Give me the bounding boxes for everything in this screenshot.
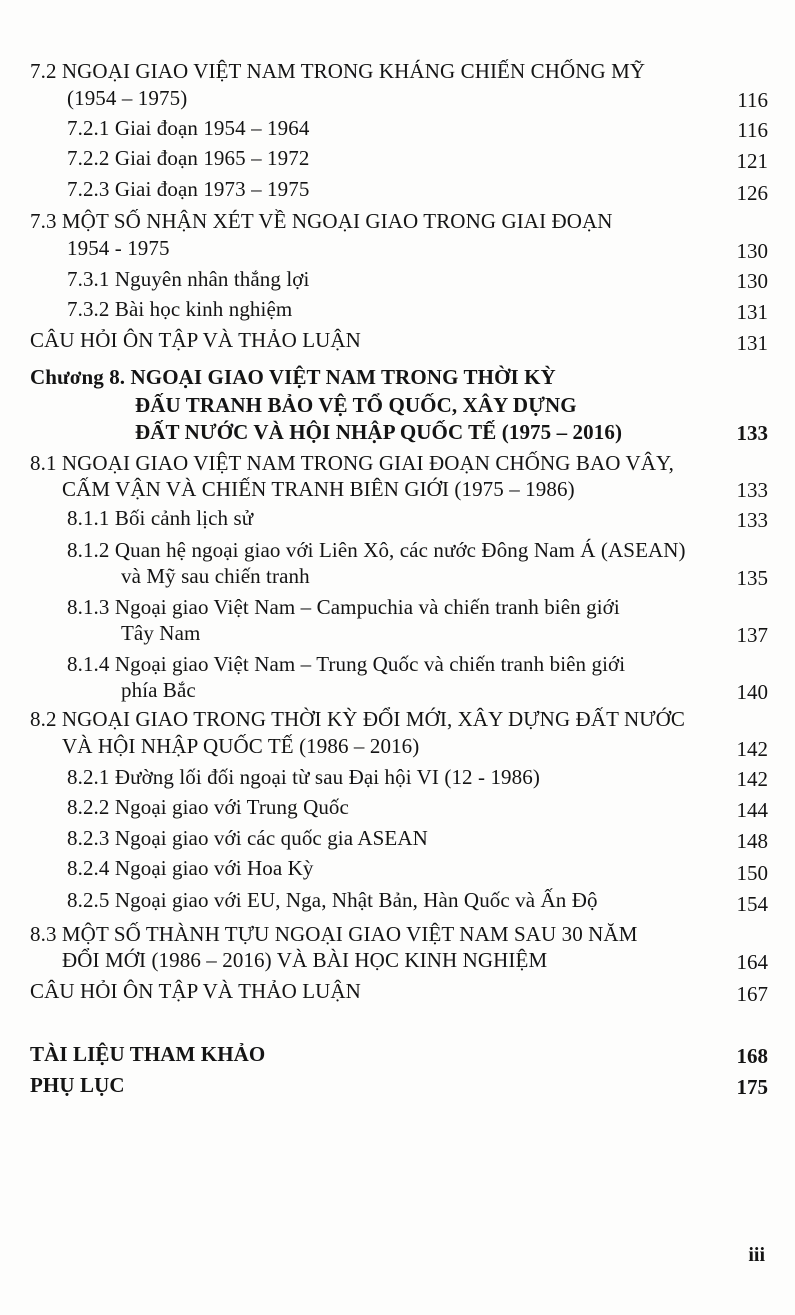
toc-page-number: 142 <box>736 737 768 761</box>
toc-entry-title: 1954 - 1975 <box>67 236 170 260</box>
toc-page-number: 126 <box>736 181 768 205</box>
toc-entry-title: (1954 – 1975) <box>67 86 188 110</box>
toc-entry-title: 7.2 NGOẠI GIAO VIỆT NAM TRONG KHÁNG CHIẾN CHỐNG MỸ <box>30 59 646 83</box>
toc-entry-title: 8.1.4 Ngoại giao Việt Nam – Trung Quốc và chiến tranh biên giới <box>67 652 626 676</box>
toc-entry-title: CÂU HỎI ÔN TẬP VÀ THẢO LUẬN <box>30 979 361 1003</box>
toc-entry-title: 7.2.3 Giai đoạn 1973 – 1975 <box>67 177 310 201</box>
toc-page-number: 140 <box>736 680 768 704</box>
toc-entry-title: 8.2.1 Đường lối đối ngoại từ sau Đại hội VI (12 - 1986) <box>67 765 540 789</box>
toc-page-number: 131 <box>736 300 768 324</box>
chapter-title: ĐẤT NƯỚC VÀ HỘI NHẬP QUỐC TẾ (1975 – 2016) <box>135 420 623 444</box>
toc-page-number: 130 <box>736 269 768 293</box>
toc-entry-title: ĐỔI MỚI (1986 – 2016) VÀ BÀI HỌC KINH NGHIỆM <box>62 948 548 972</box>
toc-page-number: 168 <box>736 1044 768 1068</box>
toc-entry-title: 7.3.1 Nguyên nhân thắng lợi <box>67 267 310 291</box>
toc-page-number: 164 <box>736 950 768 974</box>
toc-page-number: 175 <box>736 1075 768 1099</box>
toc-page-number: 116 <box>737 88 768 112</box>
toc-entry-title: 8.3 MỘT SỐ THÀNH TỰU NGOẠI GIAO VIỆT NAM SAU 30 NĂM <box>30 922 638 946</box>
toc-entry-title: 8.2.5 Ngoại giao với EU, Nga, Nhật Bản, Hàn Quốc và Ấn Độ <box>67 888 598 912</box>
toc-entry-title: 8.2.4 Ngoại giao với Hoa Kỳ <box>67 856 314 880</box>
toc-page-number: 148 <box>736 829 768 853</box>
toc-page-number: 133 <box>736 508 768 532</box>
page-number: iii <box>748 1244 765 1266</box>
toc-page-number: 142 <box>736 767 768 791</box>
toc-entry-title: 7.2.2 Giai đoạn 1965 – 1972 <box>67 146 310 170</box>
toc-entry-title: CÂU HỎI ÔN TẬP VÀ THẢO LUẬN <box>30 328 361 352</box>
chapter-title: Chương 8. NGOẠI GIAO VIỆT NAM TRONG THỜI KỲ <box>30 365 556 389</box>
toc-entry-title: VÀ HỘI NHẬP QUỐC TẾ (1986 – 2016) <box>62 734 420 758</box>
toc-entry-title: 7.2.1 Giai đoạn 1954 – 1964 <box>67 116 310 140</box>
toc-page-number: 154 <box>736 892 768 916</box>
toc-page-number: 130 <box>736 239 768 263</box>
toc-entry-title: 8.2.3 Ngoại giao với các quốc gia ASEAN <box>67 826 428 850</box>
toc-entry-title: PHỤ LỤC <box>30 1073 125 1097</box>
toc-entry-title: 8.2 NGOẠI GIAO TRONG THỜI KỲ ĐỔI MỚI, XÂY DỰNG ĐẤT NƯỚC <box>30 707 686 731</box>
toc-entry-title: 8.2.2 Ngoại giao với Trung Quốc <box>67 795 349 819</box>
toc-page-number: 167 <box>736 982 768 1006</box>
toc-page-number: 133 <box>736 478 768 502</box>
toc-entry-title: 8.1.2 Quan hệ ngoại giao với Liên Xô, các nước Đông Nam Á (ASEAN) <box>67 538 686 562</box>
toc-entry-title: 8.1 NGOẠI GIAO VIỆT NAM TRONG GIAI ĐOẠN CHỐNG BAO VÂY, <box>30 451 674 475</box>
toc-entry-title: 7.3.2 Bài học kinh nghiệm <box>67 297 293 321</box>
chapter-title: ĐẤU TRANH BẢO VỆ TỔ QUỐC, XÂY DỰNG <box>135 393 577 417</box>
toc-entry-title: Tây Nam <box>121 621 201 645</box>
toc-entry-title: 8.1.1 Bối cảnh lịch sử <box>67 506 254 530</box>
toc-entry-title: phía Bắc <box>121 678 196 702</box>
toc-entry-title: CẤM VẬN VÀ CHIẾN TRANH BIÊN GIỚI (1975 – 1986) <box>62 477 575 501</box>
toc-entry-title: TÀI LIỆU THAM KHẢO <box>30 1042 266 1066</box>
toc-page-number: 144 <box>736 798 768 822</box>
toc-page-number: 150 <box>736 861 768 885</box>
toc-page-number: 133 <box>736 421 768 445</box>
toc-entry-title: và Mỹ sau chiến tranh <box>121 564 310 588</box>
toc-page-number: 137 <box>736 623 768 647</box>
toc-page-number: 121 <box>736 149 768 173</box>
toc-page-number: 135 <box>736 566 768 590</box>
toc-entry-title: 7.3 MỘT SỐ NHẬN XÉT VỀ NGOẠI GIAO TRONG GIAI ĐOẠN <box>30 209 613 233</box>
toc-page-number: 131 <box>736 331 768 355</box>
toc-page-number: 116 <box>737 118 768 142</box>
toc-entry-title: 8.1.3 Ngoại giao Việt Nam – Campuchia và chiến tranh biên giới <box>67 595 620 619</box>
